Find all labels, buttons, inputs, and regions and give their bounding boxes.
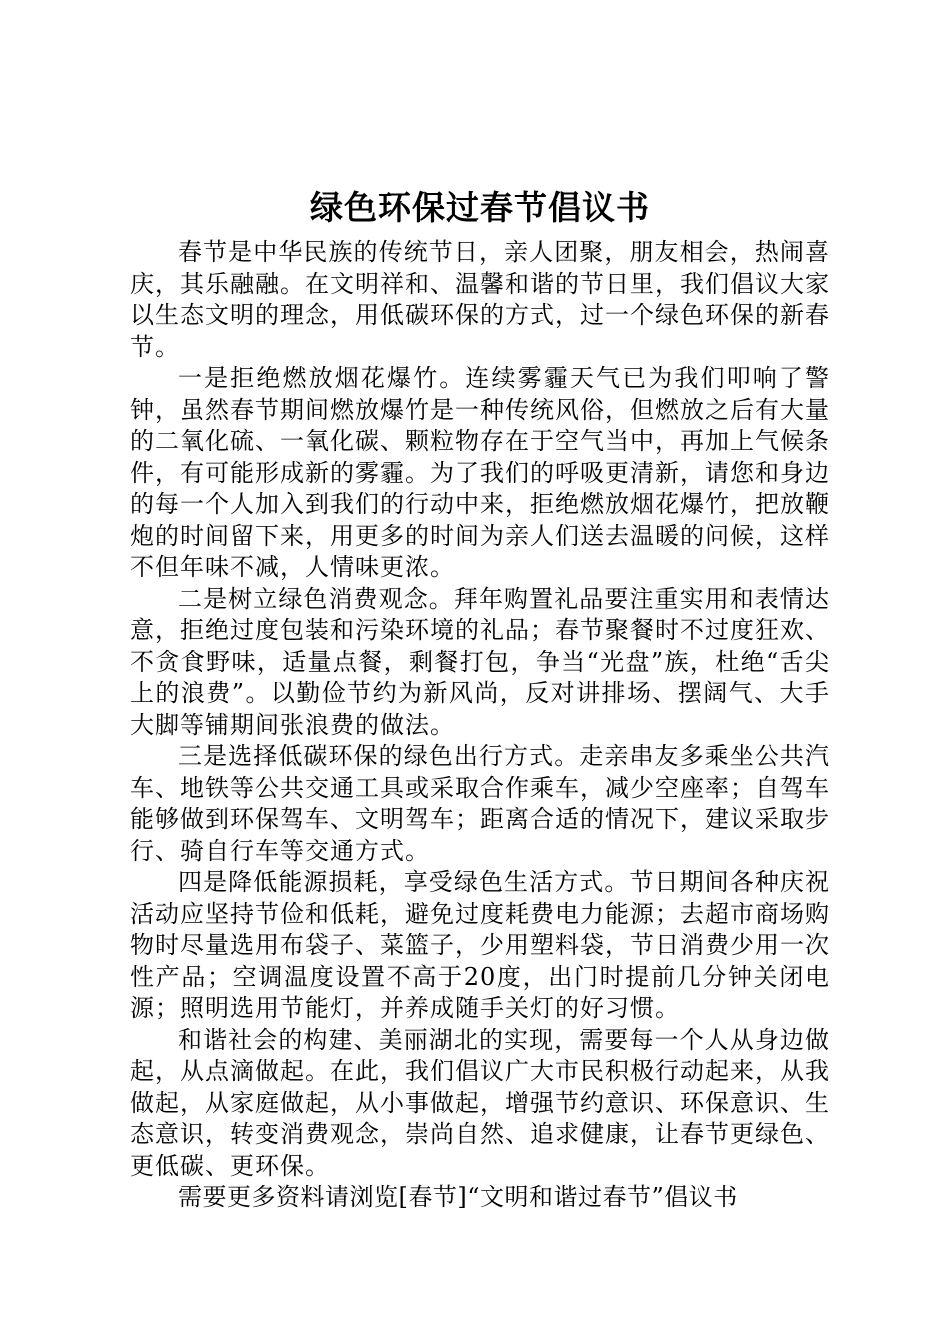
- paragraph-intro: 春节是中华民族的传统节日，亲人团聚，朋友相会，热闹喜庆，其乐融融。在文明祥和、温馨和谐的节日里，我们倡议大家以生态文明的理念，用低碳环保的方式，过一个绿色环保的新春节。: [130, 238, 830, 361]
- footer-link-note[interactable]: 需要更多资料请浏览[春节]“文明和谐过春节”倡议书: [178, 1183, 738, 1211]
- document-title: 绿色环保过春节倡议书: [310, 188, 650, 227]
- paragraph-conclusion: 和谐社会的构建、美丽湖北的实现，需要每一个人从身边做起，从点滴做起。在此，我们倡议广大市民积极行动起来，从我做起，从家庭做起，从小事做起，增强节约意识、环保意识、生态意识，转变消费观念，崇尚自然、追求健康，让春节更绿色、更低碳、更环保。: [130, 1025, 830, 1180]
- paragraph-fireworks: 一是拒绝燃放烟花爆竹。连续雾霾天气已为我们叩响了警钟，虽然春节期间燃放爆竹是一种传统风俗，但燃放之后有大量的二氧化硫、一氧化碳、颗粒物存在于空气当中，再加上气候条件，有可能形成新的雾霾。为了我们的呼吸更清新，请您和身边的每一个人加入到我们的行动中来，拒绝燃放烟花爆竹，把放鞭炮的时间留下来，用更多的时间为亲人们送去温暖的问候，这样不但年味不减，人情味更浓。: [130, 364, 830, 581]
- document-page: [130, 183, 830, 1214]
- paragraph-energy: 四是降低能源损耗，享受绿色生活方式。节日期间各种庆祝活动应坚持节俭和低耗，避免过度耗费电力能源；去超市商场购物时尽量选用布袋子、菜篮子，少用塑料袋，节日消费少用一次性产品；空调温度设置不高于20度，出门时提前几分钟关闭电源；照明选用节能灯，并养成随手关灯的好习惯。: [130, 868, 830, 1022]
- paragraph-consumption: 二是树立绿色消费观念。拜年购置礼品要注重实用和表情达意，拒绝过度包装和污染环境的礼品；春节聚餐时不过度狂欢、不贪食野味，适量点餐，剩餐打包，争当“光盘”族，杜绝“舌尖上的浪费”。以勤俭节约为新风尚，反对讲排场、摆阔气、大手大脚等铺期间张浪费的做法。: [130, 584, 830, 739]
- paragraph-travel: 三是选择低碳环保的绿色出行方式。走亲串友多乘坐公共汽车、地铁等公共交通工具或采取合作乘车，减少空座率；自驾车能够做到环保驾车、文明驾车；距离合适的情况下，建议采取步行、骑自行车等交通方式。: [130, 742, 830, 865]
